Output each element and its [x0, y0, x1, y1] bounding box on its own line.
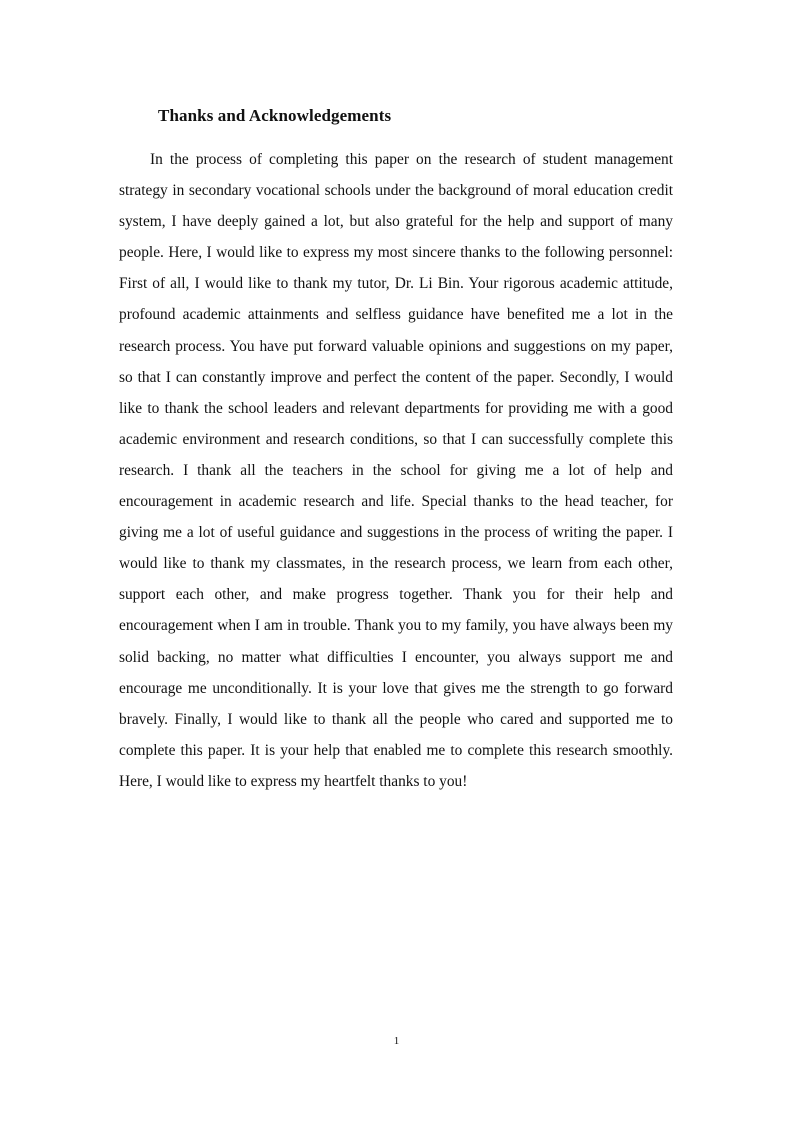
page-number: 1	[393, 1035, 400, 1047]
acknowledgement-paragraph: In the process of completing this paper on the research of student management strategy in secondary vocational schools under the background of moral education credit system, I have deeply gained a lot, but also grateful for the help and support of many people. Here, I would like to express my most sincere thanks to the following personnel: First of all, I would like to thank my tutor, Dr. Li Bin. Your rigorous academic attitude, profound academic attainments and selfless guidance have benefited me a lot in the research process. You have put forward valuable opinions and suggestions on my paper, so that I can constantly improve and perfect the content of the paper. Secondly, I would like to thank the school leaders and relevant departments for providing me with a good academic environment and research conditions, so that I can successfully complete this research. I thank all the teachers in the school for giving me a lot of help and encouragement in academic research and life. Special thanks to the head teacher, for giving me a lot of useful guidance and suggestions in the process of writing the paper. I would like to thank my classmates, in the research process, we learn from each other, support each other, and make progress together. Thank you for their help and encouragement when I am in trouble. Thank you to my family, you have always been my solid backing, no matter what difficulties I encounter, you always support me and encourage me unconditionally. It is your love that gives me the strength to go forward bravely. Finally, I would like to thank all the people who cared and supported me to complete this paper. It is your help that enabled me to complete this research smoothly. Here, I would like to express my heartfelt thanks to you!	[119, 151, 673, 790]
page-title: Thanks and Acknowledgements	[158, 106, 392, 125]
